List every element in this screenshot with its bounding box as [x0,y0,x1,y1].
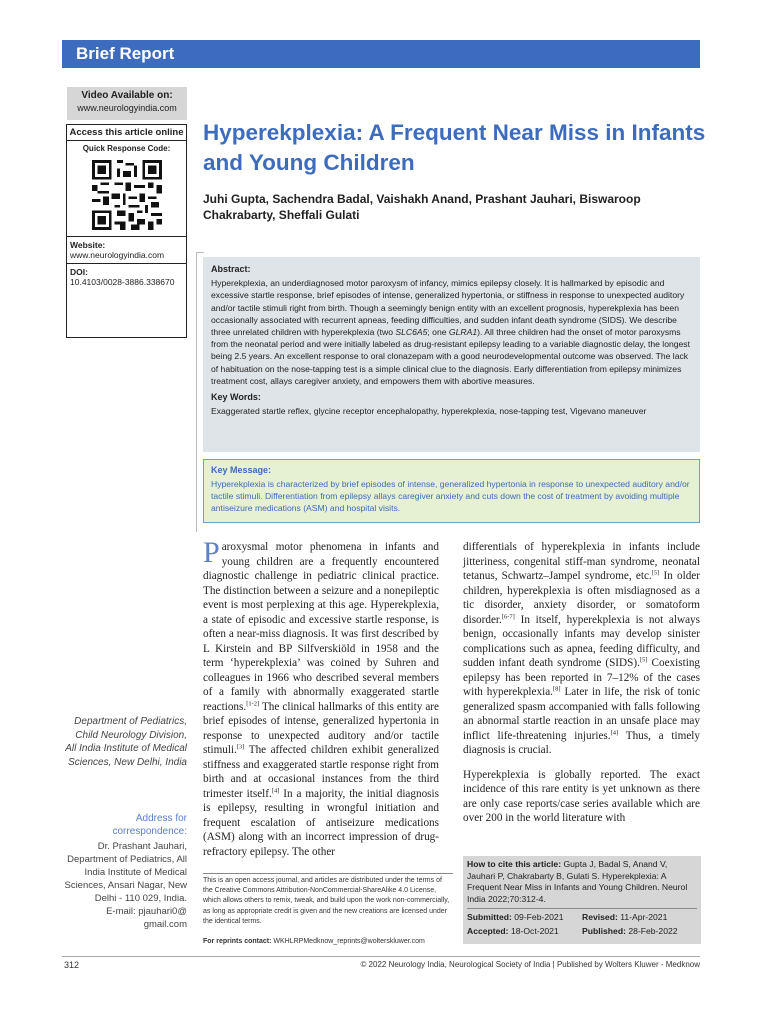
article-title: Hyperekplexia: A Frequent Near Miss in Infants and Young Children [203,120,706,175]
key-message-heading: Key Message: [211,465,272,475]
date-accepted: Accepted: 18-Oct-2021 [467,925,559,936]
body-paragraph: Paroxysmal motor phenomena in infants and young children are a frequently encountered diagnostic challenge in pediatric clinical practice. The distinction between a seizure and a nonepileptic event is most perplexing at this age. Hyperekplexia, a state of episodic and excessive startle response, is often a near-miss diagnosis. It was first described by L Kirstein and BP Silfverskiöld in 1958 and the term ‘hyperekplexia’ was coined by Suhren and colleagues in 1966 who described several members of a family with abnormally exaggerated startle reactions.[1-2] The clinical hallmarks of this entity are brief episodes of intense, generalized hypertonia in response to unexpected auditory and/or tactile stimuli.[3] The affected children exhibit generalized stiffness and exaggerated startle response right from birth and at occasional instances from the third trimester itself.[4] In a majority, the initial diagnosis is epilepsy, resulting in wrongful initiation and frequent escalation of antiseizure medications (ASM) along with an incorrect impression of drug-refractory epilepsy. The other [203,536,439,858]
section-banner: Brief Report [62,40,700,68]
body-paragraph: Hyperekplexia is globally reported. The exact incidence of this rare entity is yet unknown as there are only case reports/case series available which are over 200 in the world literature with [463,768,700,824]
footer-divider [62,956,700,957]
citation-text: How to cite this article: Gupta J, Badal S, Anand V, Jauhari P, Chakrabarty B, Gulati S. Hyperekplexia: A Frequent Near Miss in Infants and Young Children. Neurol India 2022;70:312-4. [467,859,688,904]
body-column-left [203,536,439,869]
keywords-heading: Key Words: [211,392,261,403]
date-revised: Revised: 11-Apr-2021 [582,912,668,923]
key-message-box [203,459,700,523]
abstract-box [203,257,700,452]
body-column-right [463,540,700,836]
dates-grid [467,908,697,937]
abstract-text: Hyperekplexia, an underdiagnosed motor paroxysm of infancy, mimics epilepsy closely. It is hallmarked by episodic and excessive startle response, brief episodes of intense, generalized hypertonia, or stiffness in response to unexpected auditory and/or tactile stimuli right from birth. Though a seemingly benign entity with an excellent prognosis, hyperekplexia has been occasionally associated with recurrent apneas, feeding difficulties, and sudden infant death syndrome (SIDS). We describe three unrelated children with hyperekplexia (two SLC6A5; one GLRA1). All three children had the onset of motor paroxysms from the neonatal period and were initially labeled as drug-resistant epilepsy leading to a variable diagnostic delay, the longest being 2.5 years. An excellent response to oral clonazepam with a good neurodevelopmental outcome was observed. The lack of habituation on the nose-tapping test is a simple clinical clue to the diagnosis. Early differentiation from epilepsy minimizes treatment cost, allays caregiver anxiety, and empowers them with abortive measures. [211,278,690,386]
affiliation: Department of Pediatrics, Child Neurology Division, All India Institute of Medical Sciences, New Delhi, India [65,716,187,768]
doi-label: DOI: [70,267,88,277]
license-note: This is an open access journal, and articles are distributed under the terms of the Creative Commons Attribution-NonCommercial-ShareAlike 4.0 License, which allows others to remix, tweak, and build upon the work non-commercially, as long as appropriate credit is given and the new creations are licensed under the identical terms. [203,873,453,927]
video-available-box [67,87,187,120]
drop-cap: P [203,536,220,569]
website-label: Website: [70,240,106,250]
video-available-label: Video Available on: [81,90,173,101]
keywords-text: Exaggerated startle reflex, glycine receptor encephalopathy, hyperekplexia, nose-tapping test, Vigevano maneuver [211,406,647,417]
body-paragraph: differentials of hyperekplexia in infants include jitteriness, congenital stiff-man syndrome, neonatal tetanus, Schwartz–Jampel syndrome, etc.[5] In older children, hyperekplexia is often misdiagnosed as a tic disorder, anxiety disorder, or somatoform disorder.[6-7] In itself, hyperekplexia is not always benign, occasionally infants may develop sinister complications such as apnea, feeding difficulty, and sudden infant death syndrome (SIDS).[5] Coexisting epilepsy has been reported in 7–12% of the cases with hyperekplexia.[8] Later in life, the risk of tonic generalized spasm accompanied with falls following an abnormal startle reaction in an unsafe place may inflict life-threatening injuries.[4] Thus, a timely diagnosis is crucial. [463,541,701,756]
website-section [67,236,186,263]
qr-code-icon[interactable] [92,160,162,230]
correspondence-email[interactable]: E-mail: pjauhari0@ gmail.com [106,906,187,930]
divider [196,252,197,532]
footer-copyright: © 2022 Neurology India, Neurological Society of India | Published by Wolters Kluwer - Medknow [360,960,700,969]
page-number: 312 [64,960,80,970]
correspondence-address: Dr. Prashant Jauhari, Department of Pediatrics, All India Institute of Medical Sciences, Ansari Nagar, New Delhi - 110 029, India. E-mail: pjauhari0@ gmail.com [64,841,187,930]
doi-value[interactable]: 10.4103/0028-3886.338670 [70,277,175,287]
qr-label: Quick Response Code: [82,144,171,153]
reprints-email[interactable]: WKHLRPMedknow_reprints@wolterskluwer.com [273,938,425,945]
video-url[interactable]: www.neurologyindia.com [77,103,177,113]
divider [196,252,204,253]
date-published: Published: 28-Feb-2022 [582,925,678,936]
article-authors: Juhi Gupta, Sachendra Badal, Vaishakh Anand, Prashant Jauhari, Biswaroop Chakrabarty, Sheffali Gulati [203,192,641,222]
correspondence-heading: Address for correspondence: [112,813,187,837]
date-submitted: Submitted: 09-Feb-2021 [467,912,564,923]
reprints-note: For reprints contact: WKHLRPMedknow_reprints@wolterskluwer.com [203,938,425,945]
citation-box [463,856,701,944]
access-label: Access this article online [67,125,186,141]
abstract-heading: Abstract: [211,264,251,274]
article-access-box [66,124,187,338]
doi-section [67,263,186,320]
website-url[interactable]: www.neurologyindia.com [70,250,165,260]
key-message-text: Hyperekplexia is characterized by brief episodes of intense, generalized hypertonia in response to unexpected auditory and/or tactile stimuli. Differentiation from epilepsy allays caregiver anxiety and cuts down the cost of treatment by avoiding multiple antiseizure medications (ASM) and hospital visits. [211,479,690,513]
